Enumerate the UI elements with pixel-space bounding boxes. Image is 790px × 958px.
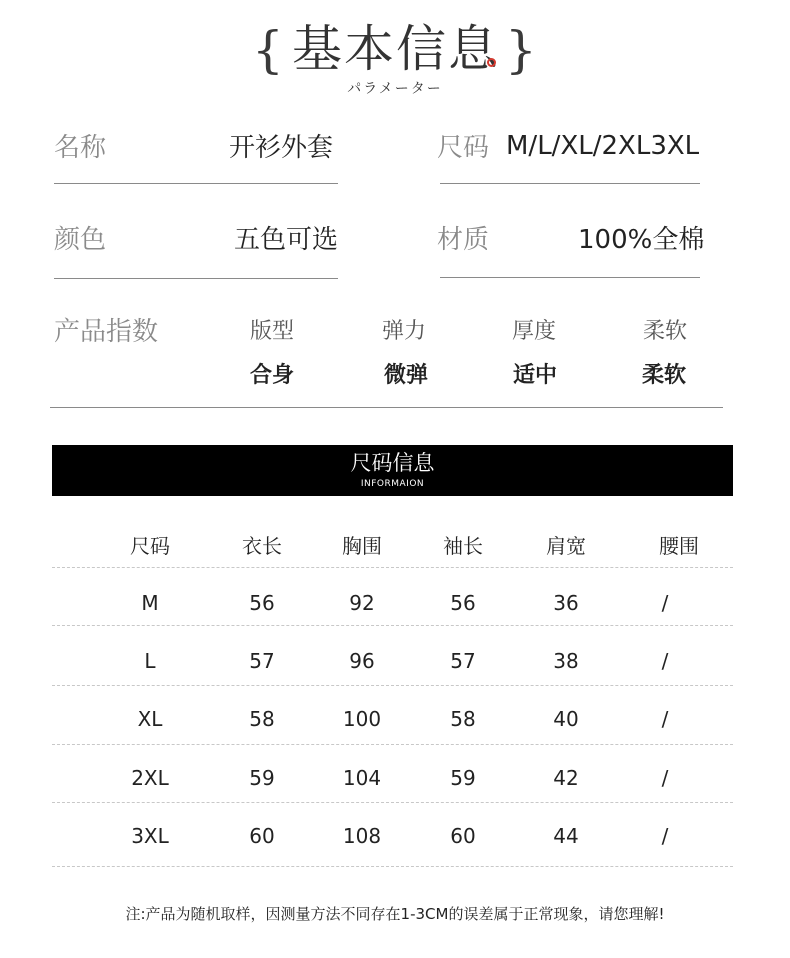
index-thickness-value: 适中	[513, 363, 558, 388]
header-shoulder: 肩宽	[546, 534, 586, 558]
page-subtitle: パラメーター	[347, 81, 443, 97]
cell-shoulder: 36	[553, 591, 579, 615]
cell-chest: 100	[342, 707, 382, 731]
cell-chest: 92	[349, 591, 375, 615]
name-label: 名称	[54, 133, 107, 163]
material-value: 100%全棉	[578, 225, 705, 255]
material-label: 材质	[437, 225, 490, 255]
cell-sleeve: 58	[450, 707, 476, 731]
table-divider	[52, 744, 733, 745]
cell-waist: /	[661, 824, 669, 848]
cell-sleeve: 60	[450, 824, 476, 848]
table-divider	[52, 625, 733, 626]
cell-size: 2XL	[131, 766, 169, 790]
color-value: 五色可选	[234, 225, 339, 255]
index-softness-label: 柔软	[643, 319, 688, 344]
index-fit-label: 版型	[250, 319, 295, 344]
banner-subtitle: INFORMAION	[360, 479, 425, 489]
left-brace: {	[252, 21, 284, 79]
size-value: M/L/XL/2XL3XL	[506, 131, 700, 161]
cell-length: 60	[249, 824, 275, 848]
cell-shoulder: 44	[553, 824, 579, 848]
size-divider	[440, 183, 700, 184]
index-thickness-label: 厚度	[512, 319, 557, 344]
index-elasticity-label: 弹力	[382, 319, 427, 344]
cell-waist: /	[661, 766, 669, 790]
cell-size: M	[141, 591, 159, 615]
title-accent-dot	[487, 58, 496, 67]
name-value: 开衫外套	[229, 133, 334, 163]
color-label: 颜色	[54, 225, 107, 255]
header-chest: 胸围	[342, 534, 382, 558]
size-label: 尺码	[437, 133, 490, 163]
cell-size: L	[144, 649, 156, 673]
cell-chest: 108	[342, 824, 382, 848]
cell-shoulder: 38	[553, 649, 579, 673]
cell-sleeve: 56	[450, 591, 476, 615]
banner-title: 尺码信息	[350, 451, 435, 475]
cell-length: 56	[249, 591, 275, 615]
index-fit-value: 合身	[250, 363, 295, 388]
right-brace: }	[505, 21, 537, 79]
measurement-note: 注:产品为随机取样，因测量方法不同存在1-3CM的误差属于正常现象，请您理解!	[125, 905, 665, 923]
cell-chest: 96	[349, 649, 375, 673]
cell-chest: 104	[342, 766, 382, 790]
cell-sleeve: 57	[450, 649, 476, 673]
cell-size: 3XL	[131, 824, 169, 848]
index-divider	[50, 407, 723, 408]
cell-shoulder: 42	[553, 766, 579, 790]
cell-waist: /	[661, 591, 669, 615]
table-divider	[52, 866, 733, 867]
color-divider	[54, 278, 338, 279]
size-info-banner	[52, 445, 733, 496]
product-index-label: 产品指数	[54, 317, 159, 347]
cell-shoulder: 40	[553, 707, 579, 731]
cell-sleeve: 59	[450, 766, 476, 790]
table-divider	[52, 802, 733, 803]
cell-waist: /	[661, 707, 669, 731]
cell-length: 57	[249, 649, 275, 673]
header-length: 衣长	[242, 534, 282, 558]
material-divider	[440, 277, 700, 278]
index-elasticity-value: 微弹	[384, 363, 429, 388]
name-divider	[54, 183, 338, 184]
header-waist: 腰围	[659, 534, 699, 558]
table-divider	[52, 685, 733, 686]
cell-waist: /	[661, 649, 669, 673]
cell-size: XL	[137, 707, 163, 731]
cell-length: 58	[249, 707, 275, 731]
page-title: 基本信息	[292, 20, 500, 78]
header-size: 尺码	[130, 534, 170, 558]
table-divider	[52, 567, 733, 568]
header-sleeve: 袖长	[443, 534, 483, 558]
cell-length: 59	[249, 766, 275, 790]
index-softness-value: 柔软	[642, 363, 687, 388]
